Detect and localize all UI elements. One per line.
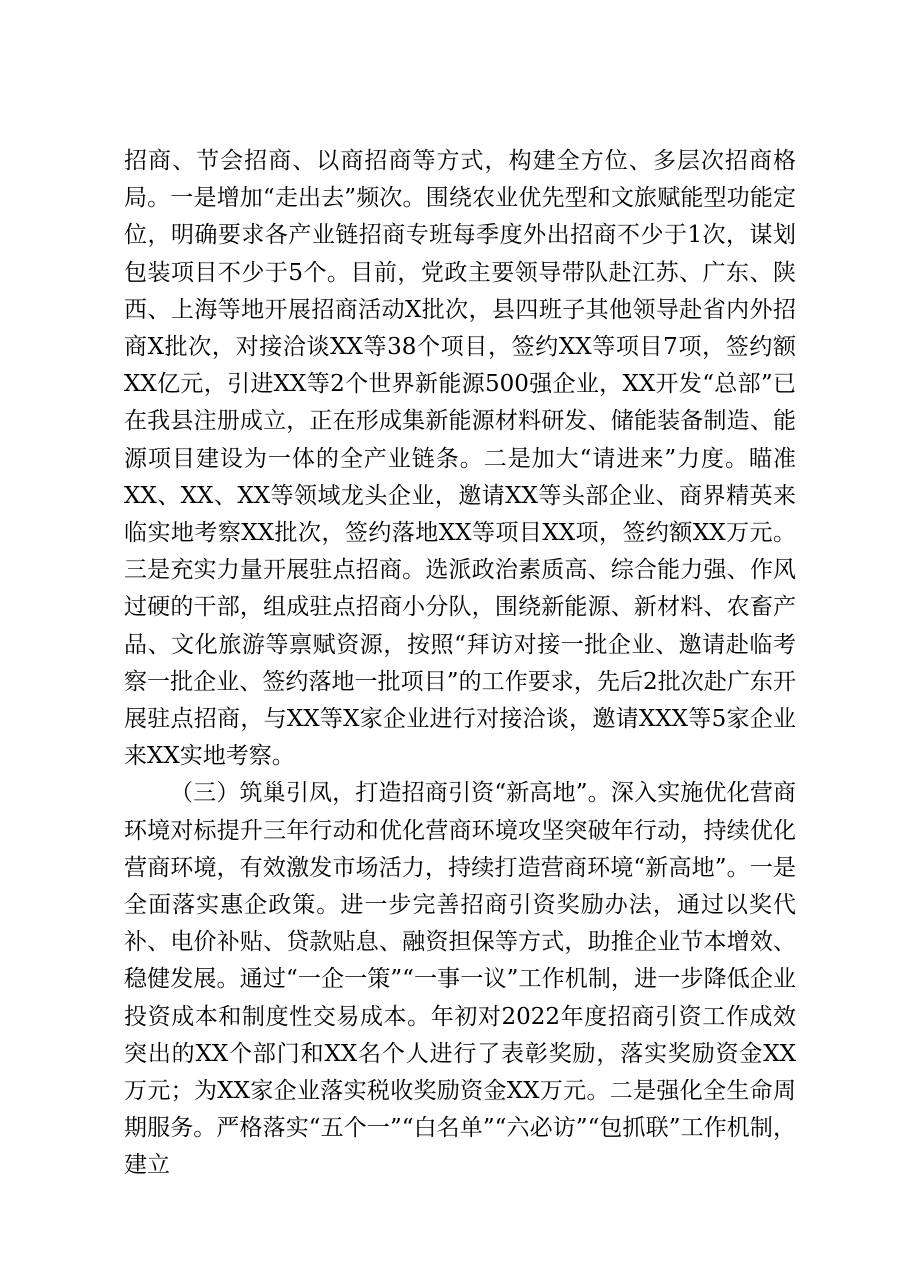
document-body bbox=[124, 143, 796, 1185]
paragraph-section-three: （三）筑巢引凤，打造招商引资“新高地”。深入实施优化营商环境对标提升三年行动和优化营商环境攻坚突破年行动，持续优化营商环境，有效激发市场活力，持续打造营商环境“新高地”。一是全面落实惠企政策。进一步完善招商引资奖励办法，通过以奖代补、电价补贴、贷款贴息、融资担保等方式，助推企业节本增效、稳健发展。通过“一企一策”“一事一议”工作机制，进一步降低企业投资成本和制度性交易成本。年初对2022年度招商引资工作成效突出的XX个部门和XX名个人进行了表彰奖励，落实奖励资金XX万元；为XX家企业落实税收奖励资金XX万元。二是强化全生命周期服务。严格落实“五个一”“白名单”“六必访”“包抓联”工作机制，建立 bbox=[124, 780, 796, 1179]
paragraph-investment-methods: 招商、节会招商、以商招商等方式，构建全方位、多层次招商格局。一是增加“走出去”频次。围绕农业优先型和文旅赋能型功能定位，明确要求各产业链招商专班每季度外出招商不少于1次，谋划包装项目不少于5个。目前，党政主要领导带队赴江苏、广东、陕西、上海等地开展招商活动X批次，县四班子其他领导赴省内外招商X批次，对接洽谈XX等38个项目，签约XX等项目7项，签约额XX亿元，引进XX等2个世界新能源500强企业，XX开发“总部”已在我县注册成立，正在形成集新能源材料研发、储能装备制造、能源项目建设为一体的全产业链条。二是加大“请进来”力度。瞄准XX、XX、XX等领域龙头企业，邀请XX等头部企业、商界精英来临实地考察XX批次，签约落地XX等项目XX项，签约额XX万元。三是充实力量开展驻点招商。选派政治素质高、综合能力强、作风过硬的干部，组成驻点招商小分队，围绕新能源、新材料、农畜产品、文化旅游等禀赋资源，按照“拜访对接一批企业、邀请赴临考察一批企业、签约落地一批项目”的工作要求，先后2批次赴广东开展驻点招商，与XX等X家企业进行对接洽谈，邀请XXX等5家企业来XX实地考察。 bbox=[124, 148, 796, 770]
